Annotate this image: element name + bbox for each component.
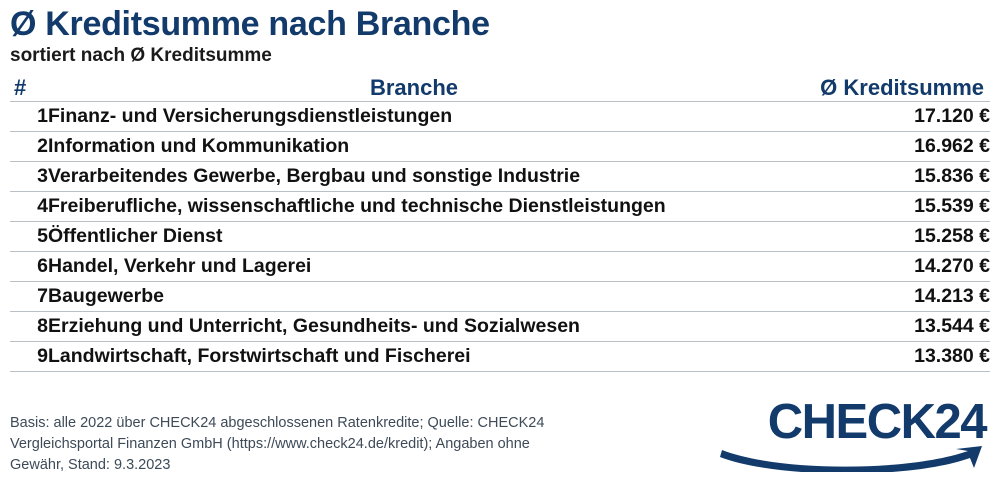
table-row [10,131,990,161]
cell-branche: Finanz- und Versicherungsdienstleistungen [48,104,453,127]
cell-branche: Baugewerbe [48,284,164,307]
table-row [10,281,990,311]
cell-rank: 1 [37,104,48,127]
table-row [10,101,990,131]
source-note-line-3: Gewähr, Stand: 9.3.2023 [10,456,171,473]
cell-rank: 9 [37,344,48,367]
table-row [10,341,990,371]
table-header-row [10,75,990,102]
table-row [10,251,990,281]
cell-rank: 6 [37,254,48,277]
table-row [10,161,990,191]
ranking-table [10,75,990,372]
cell-rank: 7 [37,284,48,307]
cell-rank: 5 [37,224,48,247]
table-body [10,101,990,371]
page-title: Ø Kreditsumme nach Branche [10,5,490,43]
cell-branche: Handel, Verkehr und Lagerei [48,254,312,277]
page-subtitle: sortiert nach Ø Kreditsumme [10,44,272,66]
table-row [10,191,990,221]
check24-logo [716,395,986,470]
cell-kreditsumme: 15.539 € [914,194,990,217]
cell-kreditsumme: 17.120 € [914,104,990,127]
source-note-line-1: Basis: alle 2022 über CHECK24 abgeschlossenen Ratenkredite; Quelle: CHECK24 [10,414,545,431]
cell-kreditsumme: 16.962 € [914,134,990,157]
cell-rank: 3 [37,164,48,187]
cell-branche: Verarbeitendes Gewerbe, Bergbau und sonstige Industrie [48,164,581,187]
source-note-line-2: Vergleichsportal Finanzen GmbH (https://www.check24.de/kredit); Angaben ohne [10,435,530,452]
table-header [10,75,990,102]
cell-rank: 8 [37,314,48,337]
column-header-kreditsumme: Ø Kreditsumme [820,74,984,100]
cell-rank: 4 [37,194,48,217]
cell-kreditsumme: 14.213 € [914,284,990,307]
cell-branche: Information und Kommunikation [48,134,350,157]
check24-logo-text: CHECK24 [767,395,986,449]
cell-rank: 2 [37,134,48,157]
cell-branche: Öffentlicher Dienst [48,224,223,247]
cell-branche: Freiberufliche, wissenschaftliche und technische Dienstleistungen [48,194,666,217]
cell-kreditsumme: 13.380 € [914,344,990,367]
cell-kreditsumme: 15.836 € [914,164,990,187]
cell-branche: Landwirtschaft, Forstwirtschaft und Fischerei [48,344,471,367]
cell-branche: Erziehung und Unterricht, Gesundheits- und Sozialwesen [48,314,580,337]
column-header-branche: Branche [369,74,459,100]
cell-kreditsumme: 14.270 € [914,254,990,277]
source-note [10,413,650,476]
table-row [10,311,990,341]
cell-kreditsumme: 13.544 € [914,314,990,337]
cell-kreditsumme: 15.258 € [914,224,990,247]
table-row [10,221,990,251]
check24-swoosh-icon [718,446,986,472]
column-header-rank: # [14,74,27,100]
